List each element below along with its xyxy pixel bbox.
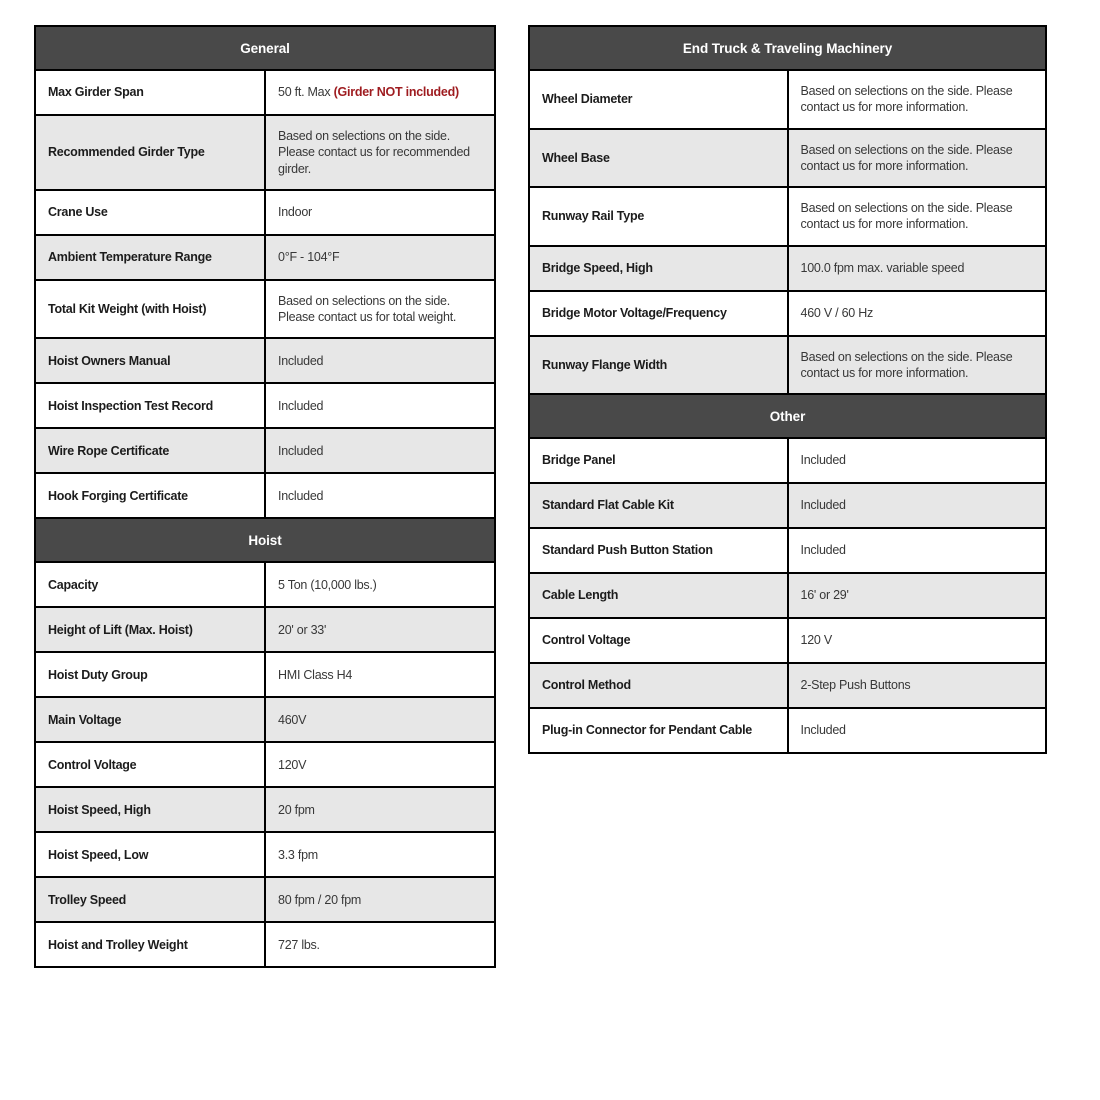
spec-label: Recommended Girder Type	[35, 115, 265, 190]
table-row	[529, 187, 1046, 246]
spec-label: Bridge Speed, High	[529, 246, 788, 291]
spec-value: 460V	[265, 697, 495, 742]
spec-value: Included	[788, 708, 1047, 753]
spec-label: Hoist Owners Manual	[35, 338, 265, 383]
section-header-row	[35, 518, 495, 562]
spec-label: Cable Length	[529, 573, 788, 618]
table-row	[529, 129, 1046, 188]
spec-value: Included	[265, 473, 495, 518]
spec-label: Wire Rope Certificate	[35, 428, 265, 473]
spec-value: Included	[788, 528, 1047, 573]
spec-label: Wheel Base	[529, 129, 788, 188]
spec-label: Hoist Speed, High	[35, 787, 265, 832]
spec-value: 50 ft. Max (Girder NOT included)	[265, 70, 495, 115]
table-row	[35, 652, 495, 697]
table-row	[529, 438, 1046, 483]
spec-label: Total Kit Weight (with Hoist)	[35, 280, 265, 339]
table-row	[35, 338, 495, 383]
spec-label: Bridge Panel	[529, 438, 788, 483]
spec-label: Hoist and Trolley Weight	[35, 922, 265, 967]
section-header-row	[529, 394, 1046, 438]
spec-label: Runway Flange Width	[529, 336, 788, 395]
spec-value: 80 fpm / 20 fpm	[265, 877, 495, 922]
table-row	[529, 573, 1046, 618]
spec-value: Included	[265, 428, 495, 473]
spec-value-accent: (Girder NOT included)	[333, 85, 459, 100]
table-row	[529, 528, 1046, 573]
table-row	[35, 280, 495, 339]
spec-value: Based on selections on the side. Please contact us for more information.	[788, 187, 1047, 246]
spec-label: Trolley Speed	[35, 877, 265, 922]
spec-value: 100.0 fpm max. variable speed	[788, 246, 1047, 291]
section-title: General	[35, 26, 495, 70]
table-row	[35, 428, 495, 473]
spec-value: Based on selections on the side. Please contact us for total weight.	[265, 280, 495, 339]
table-row	[35, 877, 495, 922]
spec-label: Hoist Duty Group	[35, 652, 265, 697]
spec-value: Based on selections on the side. Please contact us for more information.	[788, 129, 1047, 188]
spec-label: Standard Push Button Station	[529, 528, 788, 573]
spec-value: 20' or 33'	[265, 607, 495, 652]
spec-label: Capacity	[35, 562, 265, 607]
section-title: Hoist	[35, 518, 495, 562]
spec-label: Control Voltage	[529, 618, 788, 663]
spec-value: Included	[265, 383, 495, 428]
table-row	[529, 336, 1046, 395]
table-row	[529, 246, 1046, 291]
section-title: Other	[529, 394, 1046, 438]
spec-value: Included	[788, 483, 1047, 528]
table-row	[35, 383, 495, 428]
spec-label: Control Voltage	[35, 742, 265, 787]
table-row	[35, 787, 495, 832]
spec-table-endtruck-other	[528, 25, 1047, 754]
spec-value: 16' or 29'	[788, 573, 1047, 618]
spec-value: 2-Step Push Buttons	[788, 663, 1047, 708]
spec-value: 460 V / 60 Hz	[788, 291, 1047, 336]
table-row	[35, 832, 495, 877]
spec-label: Main Voltage	[35, 697, 265, 742]
spec-label: Standard Flat Cable Kit	[529, 483, 788, 528]
spec-value: Based on selections on the side. Please contact us for more information.	[788, 70, 1047, 129]
spec-value: Based on selections on the side. Please contact us for more information.	[788, 336, 1047, 395]
spec-value: Included	[788, 438, 1047, 483]
table-row	[35, 922, 495, 967]
spec-value: Indoor	[265, 190, 495, 235]
spec-label: Hoist Inspection Test Record	[35, 383, 265, 428]
spec-label: Runway Rail Type	[529, 187, 788, 246]
spec-label: Control Method	[529, 663, 788, 708]
spec-value: 120V	[265, 742, 495, 787]
spec-value: 727 lbs.	[265, 922, 495, 967]
spec-value: 5 Ton (10,000 lbs.)	[265, 562, 495, 607]
spec-value: 20 fpm	[265, 787, 495, 832]
table-row	[529, 291, 1046, 336]
section-header-row	[529, 26, 1046, 70]
spec-value: 3.3 fpm	[265, 832, 495, 877]
table-row	[529, 663, 1046, 708]
table-row	[35, 473, 495, 518]
table-row	[35, 190, 495, 235]
table-row	[35, 235, 495, 280]
spec-value: 0°F - 104°F	[265, 235, 495, 280]
table-row	[529, 618, 1046, 663]
table-row	[35, 562, 495, 607]
table-row	[529, 483, 1046, 528]
spec-label: Wheel Diameter	[529, 70, 788, 129]
spec-value: HMI Class H4	[265, 652, 495, 697]
section-title: End Truck & Traveling Machinery	[529, 26, 1046, 70]
spec-label: Ambient Temperature Range	[35, 235, 265, 280]
spec-value: 120 V	[788, 618, 1047, 663]
spec-label: Hoist Speed, Low	[35, 832, 265, 877]
spec-table-general-hoist	[34, 25, 496, 968]
spec-label: Bridge Motor Voltage/Frequency	[529, 291, 788, 336]
table-row	[35, 742, 495, 787]
spec-label: Height of Lift (Max. Hoist)	[35, 607, 265, 652]
spec-label: Max Girder Span	[35, 70, 265, 115]
spec-value: Included	[265, 338, 495, 383]
table-row	[529, 708, 1046, 753]
section-header-row	[35, 26, 495, 70]
table-row	[35, 115, 495, 190]
spec-label: Plug-in Connector for Pendant Cable	[529, 708, 788, 753]
table-row	[529, 70, 1046, 129]
spec-label: Hook Forging Certificate	[35, 473, 265, 518]
table-row	[35, 607, 495, 652]
spec-value: Based on selections on the side. Please contact us for recommended girder.	[265, 115, 495, 190]
table-row	[35, 697, 495, 742]
table-row	[35, 70, 495, 115]
spec-label: Crane Use	[35, 190, 265, 235]
spec-tables-container	[34, 25, 1100, 968]
